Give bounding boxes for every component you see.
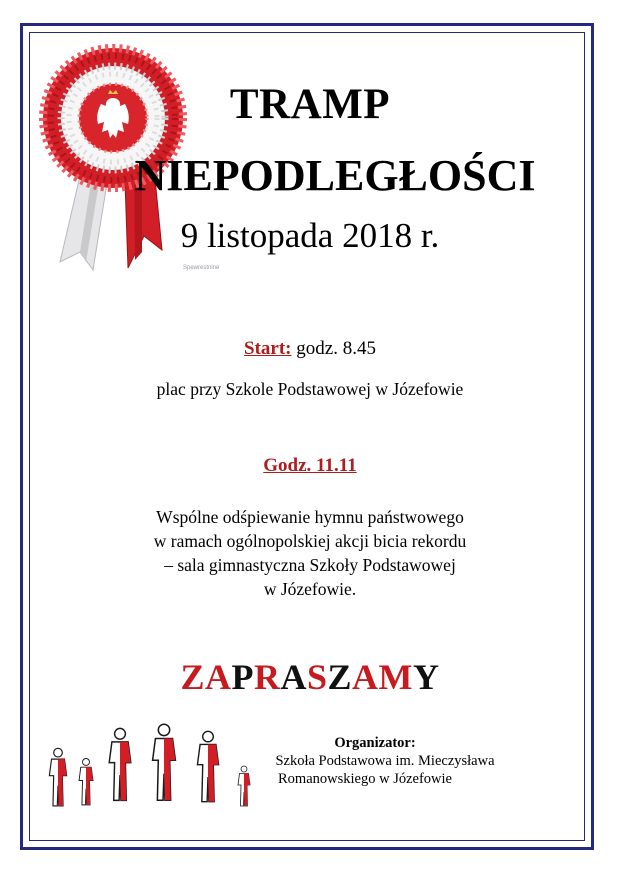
organizer-line1: Szkoła Podstawowa im. Mieczysława	[275, 753, 495, 769]
person-figure	[197, 731, 218, 801]
description-line: Wspólne odśpiewanie hymnu państwowego	[156, 507, 464, 527]
invite-letter: P	[231, 657, 254, 697]
person-figure	[153, 724, 176, 800]
poster-title-line2: NIEPODLEGŁOŚCI	[134, 151, 536, 200]
invite-letter: A	[204, 657, 232, 697]
event2-label: Godz. 11.11	[263, 455, 357, 476]
description-line: w ramach ogólnopolskiej akcji bicia rekordu	[153, 531, 467, 551]
invite-letter: M	[378, 657, 414, 697]
start-label: Start:	[244, 338, 292, 359]
start-info	[100, 336, 520, 362]
person-figure	[238, 766, 250, 806]
invite-letter: A	[280, 657, 307, 697]
event-date: 9 listopada 2018 r.	[180, 216, 440, 255]
invite-letter: Z	[180, 657, 205, 697]
invite-letter: Y	[413, 657, 440, 697]
organizer-heading: Organizator:	[334, 735, 416, 751]
event2-description	[60, 505, 560, 601]
poster-title-line1: TRAMP	[229, 81, 391, 128]
invite-letter: S	[306, 657, 328, 697]
invite-letter: A	[352, 657, 379, 697]
event2-time-label	[150, 453, 470, 479]
description-line: – sala gimnastyczna Szkoły Podstawowej	[164, 555, 456, 575]
invitation-heading	[100, 655, 520, 699]
description-line: w Józefowie.	[263, 579, 357, 599]
person-figure	[109, 728, 131, 800]
people-group-icon	[42, 718, 260, 818]
person-figure	[79, 758, 93, 804]
organizer-line2: Romanowskiego w Józefowie	[278, 771, 452, 787]
invite-letter: Z	[327, 657, 353, 697]
start-time: godz. 8.45	[296, 338, 376, 359]
start-place: plac przy Szkole Podstawowej w Józefowie	[156, 379, 464, 399]
image-watermark: Spewrestnine	[183, 265, 220, 271]
person-figure	[49, 748, 66, 806]
invite-letter: R	[253, 657, 281, 697]
